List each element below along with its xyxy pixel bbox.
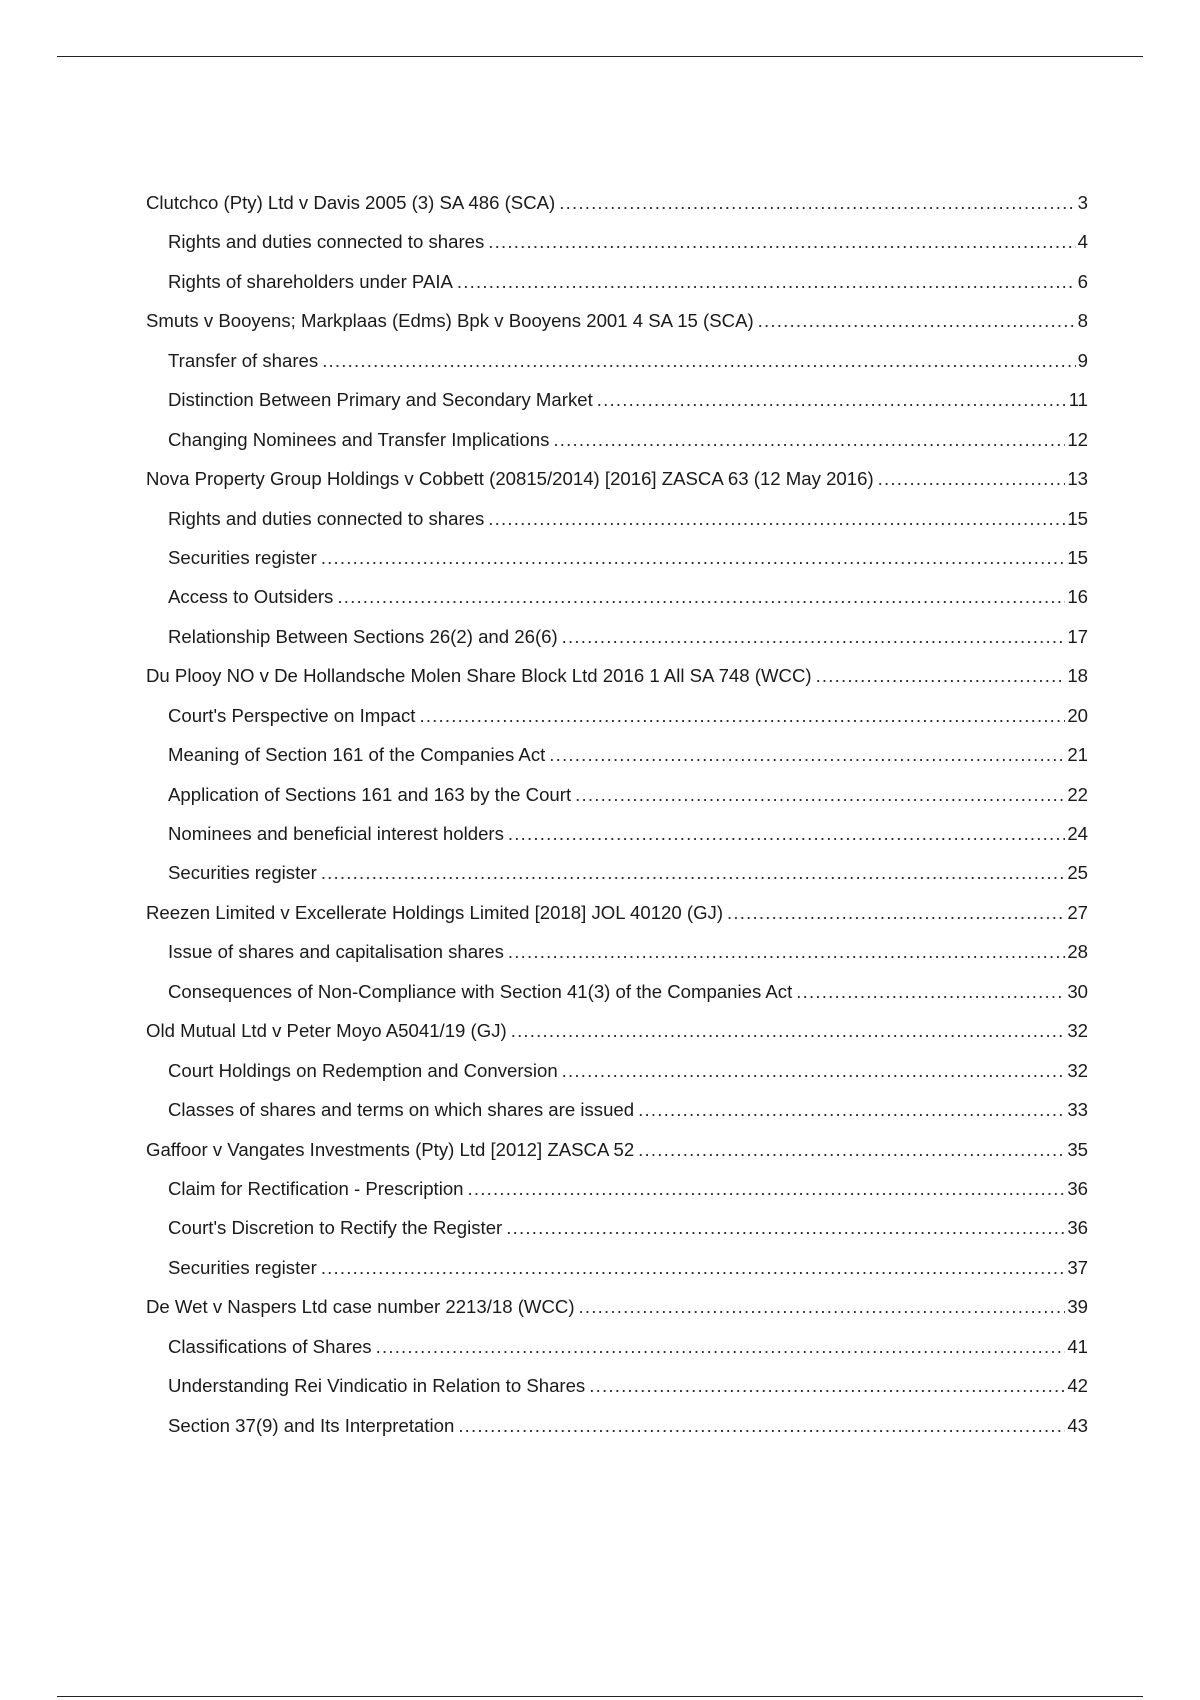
toc-dot-leader bbox=[589, 1366, 1065, 1405]
toc-entry-page: 28 bbox=[1067, 941, 1088, 963]
toc-subentry[interactable] bbox=[146, 538, 1088, 577]
toc-entry-page: 24 bbox=[1067, 823, 1088, 844]
toc-subentry[interactable] bbox=[146, 853, 1088, 892]
toc-entry-page: 4 bbox=[1077, 231, 1088, 253]
toc-subentry[interactable] bbox=[146, 499, 1088, 538]
toc-subentry[interactable] bbox=[146, 262, 1088, 301]
toc-entry-page: 3 bbox=[1077, 192, 1088, 213]
toc-entry-title: Claim for Rectification - Prescription bbox=[168, 1177, 464, 1199]
toc-entry-page: 11 bbox=[1068, 389, 1088, 411]
toc-entry-page: 39 bbox=[1067, 1296, 1088, 1318]
toc-dot-leader bbox=[376, 1327, 1066, 1366]
toc-entry[interactable] bbox=[146, 1011, 1088, 1050]
toc-entry-title: Smuts v Booyens; Markplaas (Edms) Bpk v Booyens 2001 4 SA 15 (SCA) bbox=[146, 310, 754, 332]
toc-subentry[interactable] bbox=[146, 1208, 1088, 1247]
toc-entry-title: Gaffoor v Vangates Investments (Pty) Ltd [2012] ZASCA 52 bbox=[146, 1138, 635, 1160]
toc-dot-leader bbox=[508, 814, 1065, 853]
toc-entry-page: 21 bbox=[1067, 744, 1088, 766]
toc-dot-leader bbox=[559, 183, 1075, 222]
toc-dot-leader bbox=[337, 577, 1065, 616]
toc-entry-page: 42 bbox=[1067, 1375, 1088, 1397]
toc-subentry[interactable] bbox=[146, 577, 1088, 616]
toc-entry-page: 32 bbox=[1067, 1020, 1088, 1042]
toc-dot-leader bbox=[457, 262, 1076, 301]
toc-subentry[interactable] bbox=[146, 814, 1088, 853]
toc-subentry[interactable] bbox=[146, 972, 1088, 1011]
toc-entry-title: Relationship Between Sections 26(2) and 26(6) bbox=[168, 625, 558, 647]
toc-dot-leader bbox=[575, 775, 1065, 814]
toc-entry-title: Access to Outsiders bbox=[168, 586, 334, 608]
toc-subentry[interactable] bbox=[146, 617, 1088, 656]
toc-dot-leader bbox=[597, 380, 1067, 419]
toc-entry-page: 41 bbox=[1067, 1335, 1088, 1357]
toc-entry-title: Classes of shares and terms on which shares are issued bbox=[168, 1099, 635, 1121]
toc-entry-page: 36 bbox=[1067, 1177, 1088, 1199]
toc-entry-title: Court Holdings on Redemption and Conversion bbox=[168, 1059, 558, 1081]
toc-entry-title: Rights of shareholders under PAIA bbox=[168, 270, 453, 292]
toc-entry-page: 16 bbox=[1067, 586, 1088, 608]
toc-entry-page: 17 bbox=[1067, 625, 1088, 647]
toc-entry-page: 13 bbox=[1067, 468, 1088, 490]
toc-entry-page: 6 bbox=[1077, 270, 1088, 292]
toc-subentry[interactable] bbox=[146, 222, 1088, 261]
toc-entry-title: De Wet v Naspers Ltd case number 2213/18 (WCC) bbox=[146, 1296, 575, 1318]
toc-subentry[interactable] bbox=[146, 1366, 1088, 1405]
toc-dot-leader bbox=[506, 1208, 1065, 1247]
toc-entry[interactable] bbox=[146, 1130, 1088, 1169]
toc-dot-leader bbox=[816, 656, 1066, 695]
toc-entry[interactable] bbox=[146, 301, 1088, 340]
toc-entry[interactable] bbox=[146, 183, 1088, 222]
toc-entry[interactable] bbox=[146, 1287, 1088, 1326]
toc-subentry[interactable] bbox=[146, 775, 1088, 814]
toc-entry[interactable] bbox=[146, 656, 1088, 695]
toc-subentry[interactable] bbox=[146, 420, 1088, 459]
toc-entry-page: 32 bbox=[1067, 1059, 1088, 1081]
toc-dot-leader bbox=[727, 893, 1065, 932]
toc-subentry[interactable] bbox=[146, 735, 1088, 774]
toc-entry-title: Meaning of Section 161 of the Companies Act bbox=[168, 744, 546, 766]
toc-entry-page: 30 bbox=[1067, 980, 1088, 1002]
toc-dot-leader bbox=[458, 1406, 1065, 1445]
toc-subentry[interactable] bbox=[146, 932, 1088, 971]
toc-dot-leader bbox=[562, 617, 1066, 656]
toc-entry-title: Old Mutual Ltd v Peter Moyo A5041/19 (GJ) bbox=[146, 1020, 507, 1042]
toc-entry-page: 22 bbox=[1067, 783, 1088, 805]
toc-entry-page: 20 bbox=[1067, 704, 1088, 726]
toc-entry-title: Understanding Rei Vindicatio in Relation to Shares bbox=[168, 1375, 586, 1397]
toc-entry-page: 33 bbox=[1067, 1099, 1088, 1121]
toc-entry-title: Consequences of Non-Compliance with Section 41(3) of the Companies Act bbox=[168, 980, 793, 1002]
toc-dot-leader bbox=[321, 538, 1066, 577]
toc-entry-title: Court's Perspective on Impact bbox=[168, 704, 416, 726]
toc-entry-title: Rights and duties connected to shares bbox=[168, 231, 485, 253]
toc-entry[interactable] bbox=[146, 459, 1088, 498]
toc-entry-page: 15 bbox=[1067, 546, 1088, 568]
toc-entry-title: Classifications of Shares bbox=[168, 1335, 372, 1357]
toc-dot-leader bbox=[321, 853, 1066, 892]
toc-entry-page: 27 bbox=[1067, 901, 1088, 923]
toc-dot-leader bbox=[321, 1248, 1066, 1287]
toc-entry-title: Court's Discretion to Rectify the Register bbox=[168, 1217, 503, 1239]
toc-dot-leader bbox=[488, 499, 1065, 538]
toc-entry-page: 8 bbox=[1077, 310, 1088, 332]
toc-dot-leader bbox=[468, 1169, 1066, 1208]
toc-dot-leader bbox=[419, 696, 1065, 735]
toc-dot-leader bbox=[562, 1051, 1066, 1090]
toc-entry-page: 25 bbox=[1067, 862, 1088, 884]
toc-entry-title: Nominees and beneficial interest holders bbox=[168, 823, 504, 844]
toc-entry-title: Securities register bbox=[168, 1256, 317, 1278]
toc-subentry[interactable] bbox=[146, 1327, 1088, 1366]
toc-entry-title: Securities register bbox=[168, 546, 317, 568]
toc-entry-title: Reezen Limited v Excellerate Holdings Limited [2018] JOL 40120 (GJ) bbox=[146, 901, 724, 923]
toc-entry[interactable] bbox=[146, 893, 1088, 932]
toc-subentry[interactable] bbox=[146, 696, 1088, 735]
toc-dot-leader bbox=[796, 972, 1065, 1011]
toc-subentry[interactable] bbox=[146, 380, 1088, 419]
toc-entry-page: 43 bbox=[1067, 1414, 1088, 1436]
toc-subentry[interactable] bbox=[146, 1169, 1088, 1208]
toc-entry-page: 35 bbox=[1067, 1138, 1088, 1160]
toc-dot-leader bbox=[549, 735, 1065, 774]
toc-entry-page: 37 bbox=[1067, 1256, 1088, 1278]
toc-entry-title: Section 37(9) and Its Interpretation bbox=[168, 1414, 455, 1436]
toc-entry-page: 12 bbox=[1067, 428, 1088, 450]
toc-dot-leader bbox=[508, 932, 1065, 971]
toc-dot-leader bbox=[579, 1287, 1066, 1326]
toc-entry-page: 18 bbox=[1067, 665, 1088, 687]
toc-entry-title: Issue of shares and capitalisation shares bbox=[168, 941, 504, 963]
toc-entry-page: 15 bbox=[1067, 507, 1088, 529]
toc-subentry[interactable] bbox=[146, 1406, 1088, 1445]
toc-entry-title: Nova Property Group Holdings v Cobbett (20815/2014) [2016] ZASCA 63 (12 May 2016) bbox=[146, 468, 874, 490]
toc-entry-title: Transfer of shares bbox=[168, 349, 319, 371]
toc-entry-title: Securities register bbox=[168, 862, 317, 884]
toc-entry-title: Clutchco (Pty) Ltd v Davis 2005 (3) SA 486 (SCA) bbox=[146, 192, 556, 213]
table-of-contents bbox=[146, 183, 1088, 1445]
toc-subentry[interactable] bbox=[146, 1248, 1088, 1287]
toc-entry-page: 9 bbox=[1077, 349, 1088, 371]
toc-dot-leader bbox=[553, 420, 1065, 459]
toc-dot-leader bbox=[638, 1090, 1065, 1129]
toc-dot-leader bbox=[638, 1130, 1065, 1169]
toc-dot-leader bbox=[322, 341, 1075, 380]
footer-rule bbox=[57, 1696, 1143, 1697]
toc-entry-title: Du Plooy NO v De Hollandsche Molen Share Block Ltd 2016 1 All SA 748 (WCC) bbox=[146, 665, 812, 687]
toc-entry-title: Distinction Between Primary and Secondary Market bbox=[168, 389, 593, 411]
toc-entry-title: Changing Nominees and Transfer Implications bbox=[168, 428, 550, 450]
toc-subentry[interactable] bbox=[146, 341, 1088, 380]
toc-entry-title: Rights and duties connected to shares bbox=[168, 507, 485, 529]
toc-dot-leader bbox=[488, 222, 1075, 261]
toc-entry-page: 36 bbox=[1067, 1217, 1088, 1239]
toc-subentry[interactable] bbox=[146, 1051, 1088, 1090]
toc-dot-leader bbox=[758, 301, 1076, 340]
toc-entry-title: Application of Sections 161 and 163 by the Court bbox=[168, 783, 572, 805]
toc-dot-leader bbox=[511, 1011, 1066, 1050]
toc-dot-leader bbox=[878, 459, 1066, 498]
header-rule bbox=[57, 56, 1143, 57]
toc-subentry[interactable] bbox=[146, 1090, 1088, 1129]
